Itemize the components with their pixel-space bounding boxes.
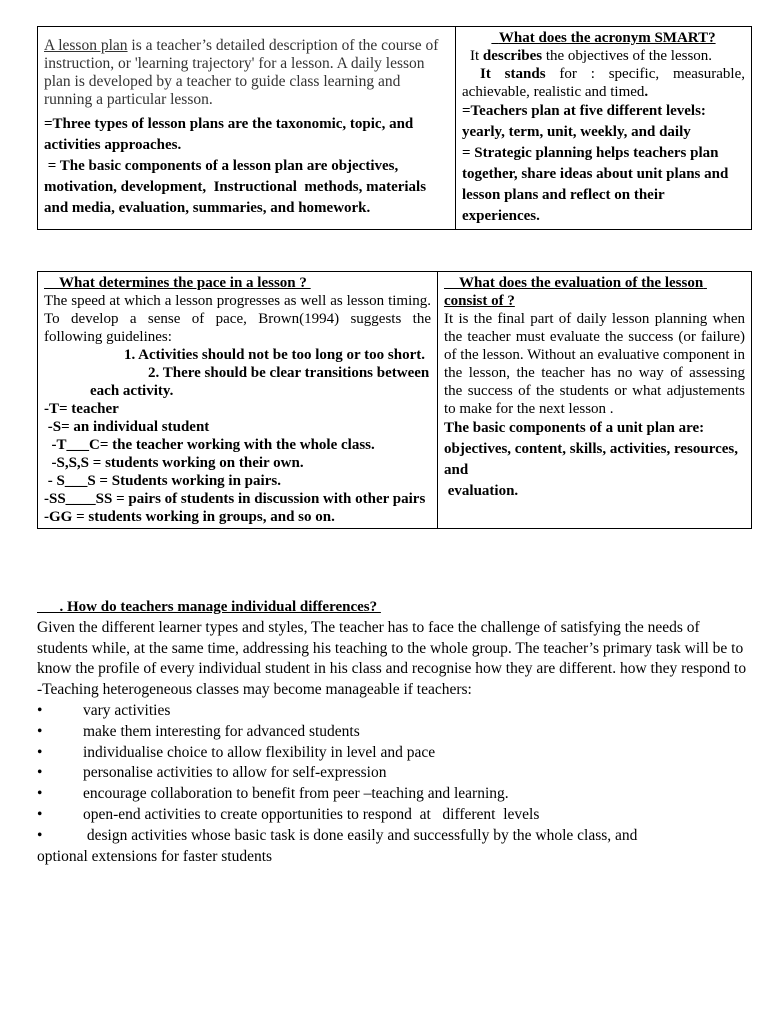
- pace-intro: The speed at which a lesson progresses as well as lesson timing. To develop a sense of pace, Brown(1994) suggests the following guidelines:: [44, 293, 431, 345]
- notation-whole-class: -T___C= the teacher working with the whole class.: [44, 437, 375, 453]
- lesson-plan-cell: [38, 27, 456, 230]
- smart-cell: [456, 27, 752, 230]
- planning-levels: =Teachers plan at five different levels: yearly, term, unit, weekly, and daily: [462, 103, 706, 140]
- notation-own: -S,S,S = students working on their own.: [44, 455, 304, 471]
- list-item: • vary activities: [37, 701, 171, 719]
- pace-guideline-1: 1. Activities should not be too long or too short.: [124, 347, 425, 363]
- list-item: • open-end activities to create opportunities to respond at different levels: [37, 805, 540, 823]
- lesson-plan-table: [37, 26, 752, 230]
- evaluation-title: What does the evaluation of the lesson consist of ?: [444, 275, 707, 309]
- lesson-plan-definition: A lesson plan is a teacher’s detailed description of the course of instruction, or 'learning trajectory' for a lesson. A daily lesson plan is developed by a teacher to guide class learning and running a particular lesson.: [44, 37, 439, 108]
- list-item: • make them interesting for advanced students: [37, 722, 360, 740]
- individual-differences-section: [37, 597, 751, 867]
- notation-pairs-discussion: -SS____SS = pairs of students in discussion with other pairs: [44, 491, 426, 507]
- pace-guideline-2: 2. There should be clear transitions between each activity.: [90, 365, 430, 399]
- evaluation-body: It is the final part of daily lesson planning when the teacher must evaluate the success (or failure) of the lesson. Without an evaluative component in the lesson, the teacher has no way of assessing the success of the students or what adjustements to make for the next lesson .: [444, 311, 745, 417]
- list-item: • design activities whose basic task is done easily and successfully by the whole class, and: [37, 826, 638, 844]
- list-item: • individualise choice to allow flexibility in level and pace: [37, 743, 436, 761]
- smart-title: What does the acronym SMART?: [491, 30, 716, 46]
- unit-plan-components: The basic components of a unit plan are: objectives, content, skills, activities, resources, and: [444, 420, 738, 478]
- lesson-plan-types: =Three types of lesson plans are the taxonomic, topic, and activities approaches.: [44, 116, 414, 153]
- list-tail: optional extensions for faster students: [37, 847, 273, 865]
- list-item: • personalise activities to allow for self-expression: [37, 764, 387, 782]
- unit-plan-evaluation: evaluation.: [444, 483, 519, 499]
- pace-evaluation-table: [37, 271, 752, 529]
- smart-stands: It stands for : specific, measurable, achievable, realistic and timed.: [462, 66, 745, 100]
- notation-groups: -GG = students working in groups, and so on.: [44, 509, 335, 525]
- notation-teacher: -T= teacher: [44, 401, 119, 417]
- heterogeneous-lead: -Teaching heterogeneous classes may become manageable if teachers:: [37, 681, 472, 699]
- list-item: • encourage collaboration to benefit from peer –teaching and learning.: [37, 785, 509, 803]
- strategic-planning: = Strategic planning helps teachers plan together, share ideas about unit plans and lesson plans and reflect on their experiences.: [462, 145, 729, 224]
- pace-cell: [38, 272, 438, 529]
- evaluation-cell: [438, 272, 752, 529]
- lesson-plan-components: = The basic components of a lesson plan are objectives, motivation, development, Instructional methods, materials and media, evaluation, summaries, and homework.: [44, 158, 430, 216]
- individual-differences-title: . How do teachers manage individual differences?: [37, 599, 381, 615]
- notation-student: -S= an individual student: [44, 419, 210, 435]
- lesson-plan-term: A lesson plan: [44, 37, 128, 54]
- notation-pairs: - S___S = Students working in pairs.: [44, 473, 281, 489]
- pace-title: What determines the pace in a lesson ?: [44, 275, 311, 291]
- individual-differences-paragraph: Given the different learner types and styles, The teacher has to face the challenge of satisfying the needs of students while, at the same time, addressing his teaching to the whole group. The teacher’s primary task will be to know the profile of every individual student in his class and recognise how they are different. how they respond to: [37, 618, 747, 678]
- smart-describes: It describes the objectives of the lesson.: [470, 48, 713, 64]
